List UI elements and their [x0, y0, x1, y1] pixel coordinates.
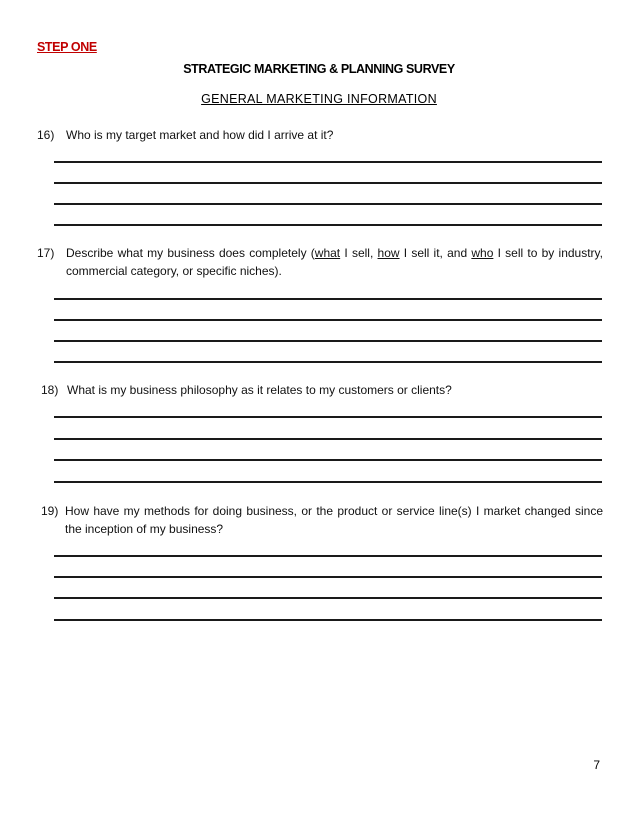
answer-line[interactable] [54, 576, 602, 578]
question-text-emphasis: how [377, 246, 400, 260]
question-text-part: I sell, [340, 246, 378, 260]
question-text-emphasis: who [471, 246, 494, 260]
question-text-part: I sell it, and [399, 246, 472, 260]
question-text: What is my business philosophy as it relates to my customers or clients? [67, 383, 452, 397]
question-text: How have my methods for doing business, or the product or service line(s) I market changed since the inception of my business? [65, 504, 603, 536]
question-number: 18) [41, 383, 59, 397]
answer-line[interactable] [54, 361, 602, 363]
question-text-part: Describe what my business does completely ( [66, 246, 315, 260]
answer-line[interactable] [54, 597, 602, 599]
answer-line[interactable] [54, 555, 602, 557]
answer-line[interactable] [54, 319, 602, 321]
answer-line[interactable] [54, 340, 602, 342]
answer-line[interactable] [54, 619, 602, 621]
question-number: 19) [41, 504, 59, 518]
answer-line[interactable] [54, 203, 602, 205]
answer-line[interactable] [54, 459, 602, 461]
survey-title: STRATEGIC MARKETING & PLANNING SURVEY [183, 62, 455, 76]
step-label: STEP ONE [37, 40, 97, 54]
question-16 [37, 126, 603, 144]
answer-line[interactable] [54, 416, 602, 418]
answer-line[interactable] [54, 298, 602, 300]
question-text-part: I sell to by industry, commercial category, or specific niches). [66, 246, 603, 278]
section-title: GENERAL MARKETING INFORMATION [201, 92, 437, 106]
answer-line[interactable] [54, 182, 602, 184]
page-number: 7 [593, 758, 600, 772]
answer-line[interactable] [54, 438, 602, 440]
answer-line[interactable] [54, 481, 602, 483]
question-text: Who is my target market and how did I arrive at it? [66, 128, 334, 142]
question-text-emphasis: what [314, 246, 341, 260]
answer-line[interactable] [54, 161, 602, 163]
question-18 [41, 381, 603, 399]
question-number: 17) [37, 246, 55, 260]
question-text [66, 244, 603, 280]
question-number: 16) [37, 128, 55, 142]
answer-line[interactable] [54, 224, 602, 226]
question-19 [41, 502, 603, 538]
question-17 [37, 244, 603, 280]
